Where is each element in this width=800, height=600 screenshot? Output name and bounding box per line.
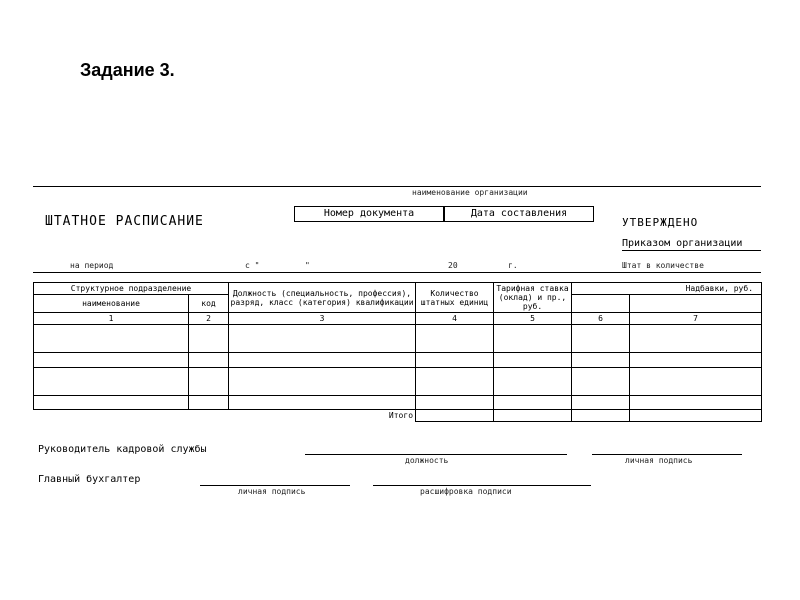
total-cell[interactable] (494, 410, 572, 422)
header-rate: Тарифная ставка (оклад) и пр., руб. (494, 283, 572, 313)
table-cell[interactable] (416, 396, 494, 410)
table-cell[interactable] (34, 368, 189, 396)
period-underline (33, 272, 761, 273)
header-allowance-b (630, 295, 762, 313)
col-num: 4 (416, 313, 494, 325)
table-cell[interactable] (630, 396, 762, 410)
table-row (34, 396, 762, 410)
table-cell[interactable] (572, 325, 630, 353)
order-underline (622, 250, 761, 251)
top-rule (33, 186, 761, 187)
table-cell[interactable] (189, 325, 229, 353)
personal-sign-caption: личная подпись (625, 456, 693, 465)
table-cell[interactable] (189, 353, 229, 368)
col-num: 7 (630, 313, 762, 325)
total-row (34, 410, 762, 422)
order-label: Приказом организации (622, 238, 743, 249)
table-cell[interactable] (189, 396, 229, 410)
table-cell[interactable] (229, 368, 416, 396)
col-num: 5 (494, 313, 572, 325)
total-label: Итого (388, 411, 414, 421)
table-cell[interactable] (416, 353, 494, 368)
header-position: Должность (специальность, профессия), разряд, класс (категория) квалификации (229, 283, 416, 313)
table-cell[interactable] (229, 396, 416, 410)
hr-position-line[interactable] (305, 454, 567, 455)
header-name: наименование (34, 295, 189, 313)
header-code: код (189, 295, 229, 313)
table-cell[interactable] (34, 396, 189, 410)
doc-title: ШТАТНОЕ РАСПИСАНИЕ (45, 214, 204, 229)
header-struct: Структурное подразделение (34, 283, 229, 295)
org-name-caption: наименование организации (412, 188, 528, 197)
approved-label: УТВЕРЖДЕНО (622, 216, 699, 229)
accountant-sign-line[interactable] (200, 485, 350, 486)
year-prefix: 20 (448, 261, 458, 270)
table-cell[interactable] (630, 368, 762, 396)
hr-sign-line[interactable] (592, 454, 742, 455)
col-num: 6 (572, 313, 630, 325)
table-cell[interactable] (630, 325, 762, 353)
table-cell[interactable] (229, 353, 416, 368)
period-label: на период (70, 261, 114, 270)
table-cell[interactable] (494, 368, 572, 396)
task-title: Задание 3. (80, 60, 175, 80)
from-label: с " (245, 261, 260, 270)
doc-number-box: Номер документа (294, 206, 444, 222)
table-cell[interactable] (572, 368, 630, 396)
sign-caption: личная подпись (238, 487, 306, 496)
table-cell[interactable] (494, 325, 572, 353)
chief-accountant-label: Главный бухгалтер (38, 474, 141, 485)
table-cell[interactable] (630, 353, 762, 368)
header-allowance-a (572, 295, 630, 313)
table-row (34, 368, 762, 396)
total-cell[interactable] (630, 410, 762, 422)
table-cell[interactable] (572, 396, 630, 410)
header-count: Количество штатных единиц (416, 283, 494, 313)
total-cell[interactable] (416, 410, 494, 422)
table-cell[interactable] (572, 353, 630, 368)
table-cell[interactable] (494, 396, 572, 410)
table-cell[interactable] (189, 368, 229, 396)
hr-head-label: Руководитель кадровой службы (38, 444, 207, 455)
table-cell[interactable] (34, 325, 189, 353)
table-cell[interactable] (229, 325, 416, 353)
col-num: 3 (229, 313, 416, 325)
position-caption: должность (405, 456, 449, 465)
table-row (34, 325, 762, 353)
table-cell[interactable] (34, 353, 189, 368)
col-num: 1 (34, 313, 189, 325)
decode-caption: расшифровка подписи (420, 487, 512, 496)
doc-date-box: Дата составления (444, 206, 594, 222)
staffing-table (33, 282, 762, 422)
table-row (34, 353, 762, 368)
table-cell[interactable] (416, 325, 494, 353)
total-cell[interactable] (572, 410, 630, 422)
quote-label: " (305, 261, 310, 270)
year-suffix: г. (508, 261, 518, 270)
staff-label: Штат в количестве (622, 261, 704, 270)
accountant-decode-line[interactable] (373, 485, 591, 486)
col-num: 2 (189, 313, 229, 325)
table-cell[interactable] (416, 368, 494, 396)
table-cell[interactable] (494, 353, 572, 368)
header-allowances: Надбавки, руб. (572, 283, 762, 295)
